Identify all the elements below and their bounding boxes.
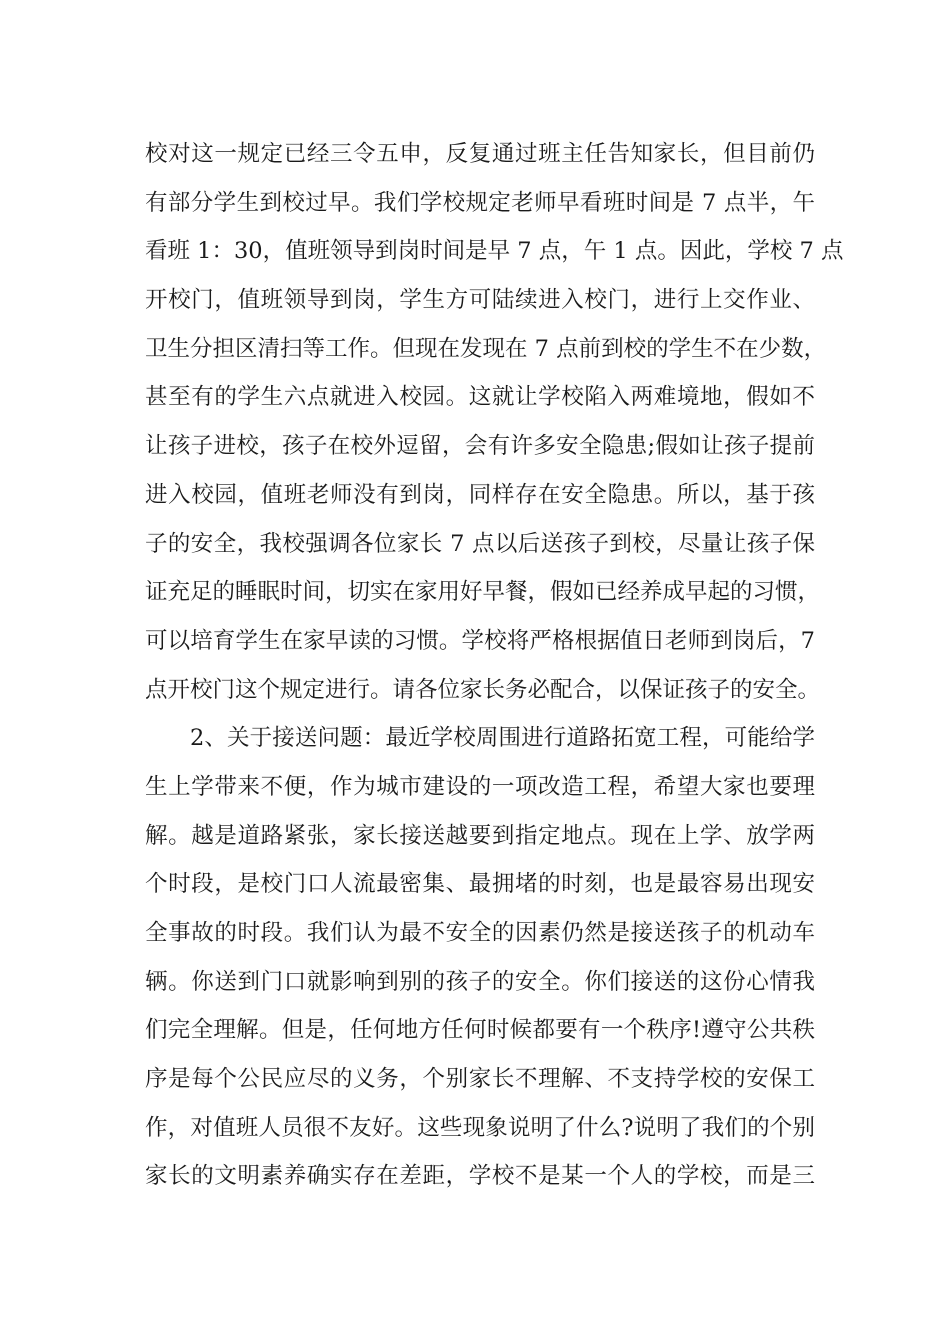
text-line: 作，对值班人员很不友好。这些现象说明了什么?说明了我们的个别 <box>145 1114 815 1141</box>
text-line: 进入校园，值班老师没有到岗，同样存在安全隐患。所以，基于孩 <box>145 481 815 508</box>
text-line: 可以培育学生在家早读的习惯。学校将严格根据值日老师到岗后，7 <box>145 627 815 654</box>
text-line: 生上学带来不便，作为城市建设的一项改造工程，希望大家也要理 <box>145 773 815 800</box>
text-line: 子的安全，我校强调各位家长 7 点以后送孩子到校，尽量让孩子保 <box>145 530 815 557</box>
paragraph-1 <box>145 130 844 714</box>
text-line: 校对这一规定已经三令五申，反复通过班主任告知家长，但目前仍 <box>145 141 815 167</box>
text-line: 解。越是道路紧张，家长接送越要到指定地点。现在上学、放学两 <box>145 822 815 849</box>
text-line: 2、关于接送问题：最近学校周围进行道路拓宽工程，可能给学 <box>190 725 815 752</box>
text-line: 让孩子进校，孩子在校外逗留，会有许多安全隐患;假如让孩子提前 <box>145 433 815 460</box>
text-line: 个时段，是校门口人流最密集、最拥堵的时刻，也是最容易出现安 <box>145 871 815 898</box>
text-line: 开校门，值班领导到岗，学生方可陆续进入校门，进行上交作业、 <box>145 287 815 314</box>
text-line: 辆。你送到门口就影响到别的孩子的安全。你们接送的这份心情我 <box>145 968 815 995</box>
text-line: 甚至有的学生六点就进入校园。这就让学校陷入两难境地，假如不 <box>145 384 815 411</box>
text-line: 们完全理解。但是，任何地方任何时候都要有一个秩序!遵守公共秩 <box>145 1017 815 1044</box>
text-line: 家长的文明素养确实存在差距，学校不是某一个人的学校，而是三 <box>145 1163 815 1190</box>
text-line: 点开校门这个规定进行。请各位家长务必配合，以保证孩子的安全。 <box>145 676 821 703</box>
text-line: 卫生分担区清扫等工作。但现在发现在 7 点前到校的学生不在少数， <box>145 335 827 362</box>
text-line: 有部分学生到校过早。我们学校规定老师早看班时间是 7 点半，午 <box>145 189 815 216</box>
text-line: 序是每个公民应尽的义务，个别家长不理解、不支持学校的安保工 <box>145 1066 815 1093</box>
text-line: 看班 1：30，值班领导到岗时间是早 7 点，午 1 点。因此，学校 7 点 <box>145 238 844 265</box>
body-text <box>145 130 844 1201</box>
paragraph-2 <box>145 714 815 1201</box>
text-line: 全事故的时段。我们认为最不安全的因素仍然是接送孩子的机动车 <box>145 920 815 946</box>
text-line: 证充足的睡眠时间，切实在家用好早餐，假如已经养成早起的习惯， <box>145 579 821 606</box>
